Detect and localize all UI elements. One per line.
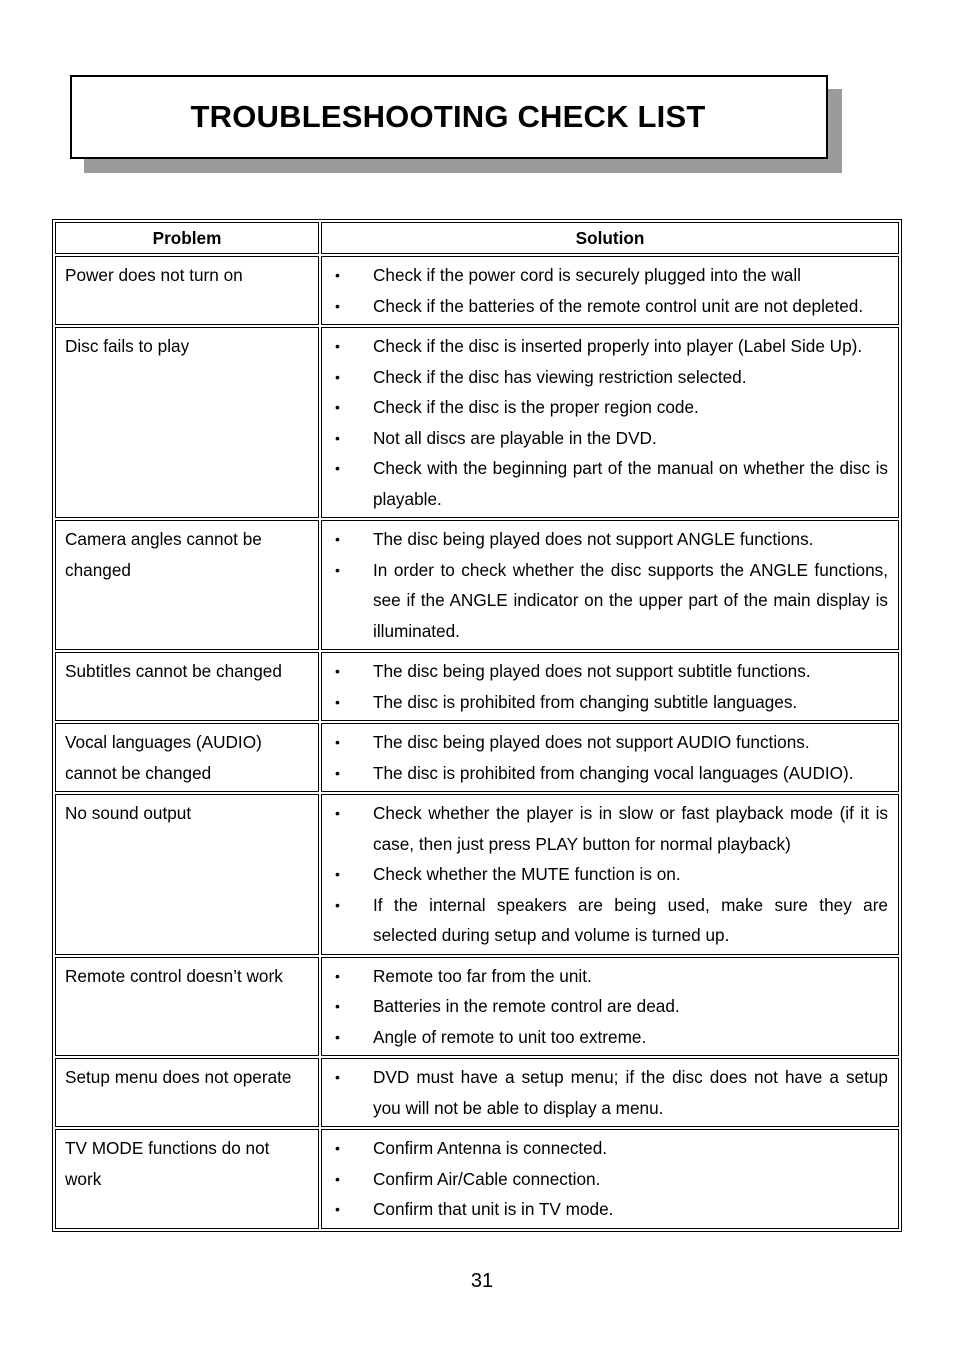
bullet-icon: • xyxy=(335,297,340,314)
solution-text: The disc is prohibited from changing vocal languages (AUDIO). xyxy=(373,762,854,783)
problem-cell: TV MODE functions do not work xyxy=(55,1129,319,1229)
solution-text: Angle of remote to unit too extreme. xyxy=(373,1026,647,1047)
bullet-icon: • xyxy=(335,805,340,821)
table-row xyxy=(55,520,899,650)
solution-list xyxy=(332,331,888,514)
solution-item xyxy=(332,961,888,992)
solution-text: Check if the power cord is securely plugged into the wall xyxy=(373,265,802,285)
table-row xyxy=(55,957,899,1057)
solution-item xyxy=(332,687,888,718)
solution-item xyxy=(332,1022,888,1053)
bullet-icon: • xyxy=(335,663,340,679)
table-row xyxy=(55,1129,899,1229)
bullet-icon: • xyxy=(335,267,340,283)
problem-cell: Vocal languages (AUDIO) cannot be changed xyxy=(55,723,319,792)
solution-item xyxy=(332,758,888,789)
solution-list xyxy=(332,1062,888,1123)
page-title: TROUBLESHOOTING CHECK LIST xyxy=(190,99,706,134)
solution-item xyxy=(332,362,888,393)
solution-cell xyxy=(321,1058,899,1127)
bullet-icon: • xyxy=(335,429,340,446)
solution-cell xyxy=(321,327,899,518)
bullet-icon: • xyxy=(335,998,340,1014)
title-box xyxy=(70,75,828,159)
table-body xyxy=(55,256,899,1229)
solution-text: Confirm that unit is in TV mode. xyxy=(373,1199,614,1219)
table-row xyxy=(55,1058,899,1127)
bullet-icon: • xyxy=(335,531,340,547)
problem-cell: Subtitles cannot be changed xyxy=(55,652,319,721)
solution-cell xyxy=(321,652,899,721)
solution-item xyxy=(332,991,888,1022)
solution-text: If the internal speakers are being used, make sure they are selected during setup and volume is turned up. xyxy=(373,894,888,945)
table-row xyxy=(55,256,899,325)
title-banner xyxy=(70,75,842,173)
solution-text: Check whether the player is in slow or fast playback mode (if it is case, then just press PLAY button for normal playback) xyxy=(373,803,888,854)
solution-item xyxy=(332,1062,888,1123)
bullet-icon: • xyxy=(335,561,340,578)
solution-list xyxy=(332,727,888,788)
solution-cell xyxy=(321,1129,899,1229)
solution-item xyxy=(332,798,888,859)
bullet-icon: • xyxy=(335,1028,340,1045)
solution-item xyxy=(332,392,888,423)
solution-item xyxy=(332,656,888,687)
bullet-icon: • xyxy=(335,967,340,984)
table-row xyxy=(55,723,899,792)
problem-cell: Camera angles cannot be changed xyxy=(55,520,319,650)
solution-item xyxy=(332,555,888,647)
bullet-icon: • xyxy=(335,338,340,354)
bullet-icon: • xyxy=(335,399,340,415)
problem-cell: Remote control doesn’t work xyxy=(55,957,319,1057)
troubleshooting-table xyxy=(52,219,902,1232)
solution-list xyxy=(332,798,888,951)
solution-text: Confirm Air/Cable connection. xyxy=(373,1168,601,1189)
solution-item xyxy=(332,1194,888,1225)
page-number: 31 xyxy=(470,1270,494,1292)
solution-text: The disc being played does not support AUDIO functions. xyxy=(373,732,810,752)
solution-item xyxy=(332,1133,888,1164)
solution-item xyxy=(332,260,888,291)
solution-item xyxy=(332,331,888,362)
solution-text: Batteries in the remote control are dead. xyxy=(373,996,680,1016)
solution-item xyxy=(332,524,888,555)
bullet-icon: • xyxy=(335,896,340,913)
solution-item xyxy=(332,727,888,758)
problem-cell: Setup menu does not operate xyxy=(55,1058,319,1127)
solution-cell xyxy=(321,520,899,650)
problem-cell: No sound output xyxy=(55,794,319,955)
solution-item xyxy=(332,859,888,890)
solution-text: The disc is prohibited from changing subtitle languages. xyxy=(373,691,798,712)
bullet-icon: • xyxy=(335,1201,340,1217)
bullet-icon: • xyxy=(335,734,340,750)
bullet-icon: • xyxy=(335,693,340,710)
table-row xyxy=(55,652,899,721)
solution-text: Check if the disc is inserted properly into player (Label Side Up). xyxy=(373,336,863,356)
solution-text: Remote too far from the unit. xyxy=(373,965,592,986)
solution-text: The disc being played does not support ANGLE functions. xyxy=(373,529,814,549)
table-row xyxy=(55,327,899,518)
bullet-icon: • xyxy=(335,1140,340,1156)
table-row xyxy=(55,794,899,955)
solution-cell xyxy=(321,957,899,1057)
solution-list xyxy=(332,260,888,321)
solution-text: Check if the batteries of the remote control unit are not depleted. xyxy=(373,295,864,316)
solution-item xyxy=(332,1164,888,1195)
solution-text: Check if the disc is the proper region code. xyxy=(373,397,699,417)
solution-text: Check with the beginning part of the manual on whether the disc is playable. xyxy=(373,458,888,509)
bullet-icon: • xyxy=(335,764,340,781)
solution-cell xyxy=(321,794,899,955)
bullet-icon: • xyxy=(335,866,340,882)
problem-cell: Disc fails to play xyxy=(55,327,319,518)
solution-text: DVD must have a setup menu; if the disc does not have a setup you will not be able to display a menu. xyxy=(373,1067,888,1118)
solution-text: In order to check whether the disc supports the ANGLE functions, see if the ANGLE indicator on the upper part of the main display is illuminated. xyxy=(373,559,888,641)
table-header-row xyxy=(55,222,899,254)
solution-column-header: Solution xyxy=(321,222,899,254)
bullet-icon: • xyxy=(335,1170,340,1187)
solution-text: Not all discs are playable in the DVD. xyxy=(373,427,657,448)
solution-item xyxy=(332,890,888,951)
solution-cell xyxy=(321,723,899,792)
bullet-icon: • xyxy=(335,1069,340,1085)
solution-list xyxy=(332,656,888,717)
solution-item xyxy=(332,291,888,322)
solution-cell xyxy=(321,256,899,325)
solution-text: The disc being played does not support subtitle functions. xyxy=(373,661,811,681)
problem-column-header: Problem xyxy=(55,222,319,254)
bullet-icon: • xyxy=(335,368,340,385)
solution-item xyxy=(332,423,888,454)
solution-list xyxy=(332,1133,888,1225)
solution-item xyxy=(332,453,888,514)
solution-text: Check whether the MUTE function is on. xyxy=(373,864,681,884)
solution-list xyxy=(332,961,888,1053)
bullet-icon: • xyxy=(335,460,340,476)
solution-text: Confirm Antenna is connected. xyxy=(373,1138,608,1158)
solution-text: Check if the disc has viewing restriction selected. xyxy=(373,366,747,387)
solution-list xyxy=(332,524,888,646)
problem-cell: Power does not turn on xyxy=(55,256,319,325)
